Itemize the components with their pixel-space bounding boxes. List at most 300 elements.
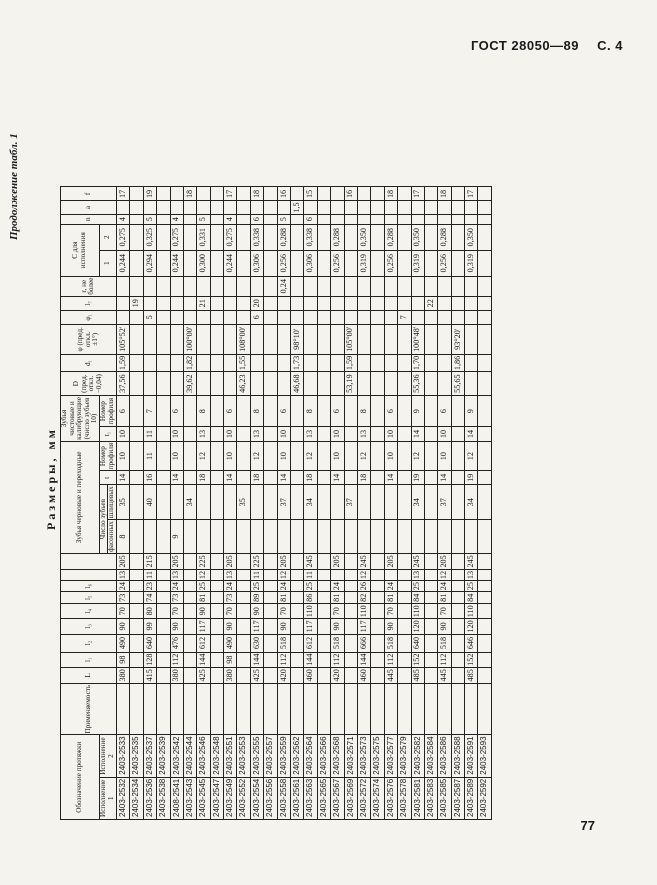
table-cell: 2403-2572: [357, 777, 370, 819]
table-cell: [210, 553, 223, 569]
table-cell: 18: [183, 187, 196, 201]
table-cell: [371, 441, 384, 470]
table-cell: 26: [357, 581, 370, 592]
table-cell: 2403-2546: [197, 735, 210, 777]
table-cell: 0,288: [277, 224, 290, 250]
table-cell: [317, 619, 330, 634]
table-cell: [317, 214, 330, 224]
table-cell: [384, 520, 397, 554]
table-cell: 1,5: [291, 201, 304, 214]
table-cell: [237, 250, 250, 276]
rotated-table-container: [46, 60, 606, 820]
table-cell: [411, 201, 424, 214]
table-cell: 9: [170, 520, 183, 554]
table-cell: [424, 553, 437, 569]
table-cell: [237, 634, 250, 652]
table-cell: 2403-2573: [357, 735, 370, 777]
col-L: L: [61, 667, 117, 683]
table-cell: [250, 372, 263, 396]
table-cell: 81: [277, 592, 290, 604]
table-cell: [264, 310, 277, 324]
table-cell: [398, 667, 411, 683]
table-cell: [250, 683, 263, 735]
table-row: [371, 187, 384, 820]
table-cell: 70: [384, 604, 397, 619]
table-cell: [465, 324, 478, 354]
page-label: С. 4: [597, 38, 623, 53]
table-cell: [157, 296, 170, 310]
table-cell: [130, 683, 143, 735]
table-cell: [183, 592, 196, 604]
table-cell: [438, 520, 451, 554]
table-cell: 425: [197, 667, 210, 683]
table-cell: 17: [465, 187, 478, 201]
table-cell: 73: [170, 592, 183, 604]
table-cell: [237, 667, 250, 683]
table-row: [143, 187, 156, 820]
table-cell: [157, 187, 170, 201]
table-cell: 24: [384, 581, 397, 592]
table-cell: [237, 296, 250, 310]
table-cell: 15: [304, 187, 317, 201]
table-cell: [291, 296, 304, 310]
table-cell: 2403-2591: [465, 735, 478, 777]
table-cell: [451, 427, 464, 442]
table-cell: [157, 276, 170, 296]
table-cell: [344, 276, 357, 296]
table-cell: [424, 187, 437, 201]
table-cell: [197, 683, 210, 735]
table-cell: 1,82: [183, 354, 196, 371]
table-cell: [250, 354, 263, 371]
table-cell: [224, 324, 237, 354]
table-cell: [130, 427, 143, 442]
table-cell: [317, 683, 330, 735]
table-cell: 19: [465, 471, 478, 485]
table-cell: [197, 276, 210, 296]
table-cell: 6: [331, 396, 344, 427]
table-cell: [371, 214, 384, 224]
table-cell: 612: [197, 634, 210, 652]
table-cell: 70: [277, 604, 290, 619]
table-cell: [424, 250, 437, 276]
table-cell: [424, 581, 437, 592]
table-cell: 10: [438, 427, 451, 442]
sizes-caption: Размеры, мм: [44, 427, 58, 530]
col-t1: t₁: [99, 427, 116, 442]
table-cell: [438, 310, 451, 324]
table-cell: 2403-2534: [130, 777, 143, 819]
table-cell: 12: [357, 569, 370, 580]
table-cell: 2403-2589: [465, 777, 478, 819]
table-cell: [130, 214, 143, 224]
table-cell: 70: [116, 604, 129, 619]
table-cell: 2403-2577: [384, 735, 397, 777]
table-cell: 205: [277, 553, 290, 569]
table-cell: 1,86: [451, 354, 464, 371]
table-cell: [237, 276, 250, 296]
table-cell: 460: [357, 667, 370, 683]
table-cell: [344, 592, 357, 604]
table-cell: 81: [197, 592, 210, 604]
table-cell: [183, 441, 196, 470]
table-cell: [157, 619, 170, 634]
table-cell: 646: [465, 634, 478, 652]
table-cell: [130, 592, 143, 604]
table-cell: [210, 604, 223, 619]
table-cell: [451, 441, 464, 470]
table-cell: [465, 354, 478, 371]
table-cell: 2403-2567: [331, 777, 344, 819]
table-cell: [371, 592, 384, 604]
table-cell: [371, 652, 384, 667]
table-cell: 380: [116, 667, 129, 683]
table-cell: [130, 324, 143, 354]
table-cell: 13: [197, 427, 210, 442]
table-cell: [183, 553, 196, 569]
table-cell: 8: [304, 396, 317, 427]
table-cell: [224, 276, 237, 296]
col-t: t: [99, 471, 116, 485]
table-cell: [478, 310, 491, 324]
table-cell: [291, 214, 304, 224]
table-cell: [130, 634, 143, 652]
table-cell: 0,319: [411, 250, 424, 276]
table-cell: [210, 634, 223, 652]
table-cell: [130, 441, 143, 470]
table-cell: 0,256: [438, 250, 451, 276]
table-row: [411, 187, 424, 820]
table-row: [465, 187, 478, 820]
table-cell: 84: [465, 592, 478, 604]
table-cell: [277, 520, 290, 554]
table-cell: [291, 485, 304, 520]
table-cell: [170, 485, 183, 520]
table-cell: 12: [411, 441, 424, 470]
table-cell: 2403-2568: [331, 735, 344, 777]
table-cell: 11: [143, 441, 156, 470]
table-row: [116, 187, 129, 820]
table-cell: [465, 214, 478, 224]
table-cell: [224, 683, 237, 735]
table-cell: 8: [197, 396, 210, 427]
table-cell: [478, 201, 491, 214]
table-cell: [465, 520, 478, 554]
table-cell: [424, 324, 437, 354]
table-cell: [344, 604, 357, 619]
table-cell: 0,288: [331, 224, 344, 250]
table-body: [116, 187, 491, 820]
table-cell: [438, 276, 451, 296]
table-cell: 2403-2532: [116, 777, 129, 819]
table-cell: 81: [438, 592, 451, 604]
table-cell: 2403-2545: [197, 777, 210, 819]
table-cell: [250, 324, 263, 354]
table-cell: [398, 619, 411, 634]
table-cell: 2403-2559: [277, 735, 290, 777]
table-cell: 16: [143, 471, 156, 485]
table-cell: 70: [224, 604, 237, 619]
table-cell: [317, 667, 330, 683]
table-cell: [317, 652, 330, 667]
table-cell: [130, 250, 143, 276]
table-cell: [331, 569, 344, 580]
table-cell: [331, 296, 344, 310]
table-cell: [384, 310, 397, 324]
table-cell: [130, 187, 143, 201]
table-cell: [371, 604, 384, 619]
table-cell: 14: [170, 471, 183, 485]
table-cell: [371, 471, 384, 485]
table-cell: 81: [331, 592, 344, 604]
table-cell: 25: [197, 581, 210, 592]
table-cell: 17: [224, 187, 237, 201]
table-cell: 25: [465, 581, 478, 592]
table-cell: 420: [277, 667, 290, 683]
table-cell: [384, 485, 397, 520]
table-cell: 19: [411, 471, 424, 485]
table-cell: [143, 683, 156, 735]
table-cell: 0,244: [224, 250, 237, 276]
table-cell: [371, 427, 384, 442]
table-cell: 425: [250, 667, 263, 683]
table-cell: [344, 652, 357, 667]
table-cell: [384, 683, 397, 735]
table-cell: [424, 441, 437, 470]
table-cell: 90: [197, 604, 210, 619]
table-cell: 1,73: [291, 354, 304, 371]
table-cell: [451, 604, 464, 619]
table-cell: [317, 324, 330, 354]
table-cell: [237, 396, 250, 427]
table-cell: [210, 441, 223, 470]
table-cell: 2403-2571: [344, 735, 357, 777]
table-cell: [157, 667, 170, 683]
table-cell: [357, 187, 370, 201]
table-cell: 490: [116, 634, 129, 652]
table-cell: 2403-2549: [224, 777, 237, 819]
table-cell: 2403-2588: [451, 735, 464, 777]
table-cell: 13: [116, 569, 129, 580]
table-cell: [157, 201, 170, 214]
table-cell: [331, 520, 344, 554]
col-l2: l₂: [61, 634, 117, 652]
table-cell: 2403-2582: [411, 735, 424, 777]
table-cell: [371, 667, 384, 683]
table-cell: [237, 619, 250, 634]
table-cell: [183, 619, 196, 634]
table-cell: [317, 224, 330, 250]
table-cell: 2403-2552: [237, 777, 250, 819]
table-cell: [465, 310, 478, 324]
col-d1: d₁: [61, 354, 117, 371]
table-cell: [451, 553, 464, 569]
table-cell: [264, 471, 277, 485]
table-cell: [384, 354, 397, 371]
table-cell: [143, 372, 156, 396]
table-cell: 24: [224, 581, 237, 592]
table-cell: 35: [116, 485, 129, 520]
table-cell: [465, 296, 478, 310]
table-cell: [317, 250, 330, 276]
table-cell: [291, 396, 304, 427]
table-cell: 19: [130, 296, 143, 310]
table-cell: 98°10': [291, 324, 304, 354]
table-cell: 34: [183, 485, 196, 520]
table-cell: 205: [116, 553, 129, 569]
table-cell: [317, 604, 330, 619]
table-cell: [371, 485, 384, 520]
table-cell: [157, 310, 170, 324]
table-cell: 2403-2587: [451, 777, 464, 819]
table-cell: 112: [170, 652, 183, 667]
col-D: D (пред. откл. −0,04): [61, 372, 117, 396]
table-cell: [130, 354, 143, 371]
table-row: [264, 187, 277, 820]
table-cell: [451, 634, 464, 652]
table-cell: [304, 276, 317, 296]
table-cell: [264, 667, 277, 683]
table-cell: 2403-2547: [210, 777, 223, 819]
table-cell: 2403-2533: [116, 735, 129, 777]
table-cell: 10: [116, 427, 129, 442]
table-cell: [291, 310, 304, 324]
table-cell: 90: [331, 619, 344, 634]
table-cell: 518: [384, 634, 397, 652]
table-cell: [183, 667, 196, 683]
table-cell: [210, 581, 223, 592]
table-cell: [237, 441, 250, 470]
table-cell: [157, 250, 170, 276]
table-cell: 0,288: [438, 224, 451, 250]
table-cell: 82: [357, 592, 370, 604]
table-cell: 10: [331, 427, 344, 442]
table-cell: [371, 324, 384, 354]
table-cell: [237, 553, 250, 569]
table-cell: [264, 683, 277, 735]
table-cell: [371, 553, 384, 569]
table-row: [331, 187, 344, 820]
table-cell: [183, 569, 196, 580]
table-cell: [357, 296, 370, 310]
table-cell: [357, 214, 370, 224]
table-cell: 18: [384, 187, 397, 201]
table-cell: [478, 485, 491, 520]
table-cell: [331, 683, 344, 735]
table-cell: 1,55: [237, 354, 250, 371]
table-cell: [424, 276, 437, 296]
col-phi: φ (пред. откл. ±1°): [61, 324, 117, 354]
table-cell: [183, 201, 196, 214]
table-cell: 112: [331, 652, 344, 667]
table-cell: [371, 581, 384, 592]
table-cell: 2403-2565: [317, 777, 330, 819]
table-cell: [130, 667, 143, 683]
table-cell: [264, 250, 277, 276]
table-cell: [130, 396, 143, 427]
page-header: [457, 38, 623, 53]
table-cell: 10: [170, 441, 183, 470]
table-cell: [277, 296, 290, 310]
table-cell: [451, 201, 464, 214]
table-cell: 12: [465, 441, 478, 470]
col-C2: 2: [99, 224, 116, 250]
table-cell: [451, 619, 464, 634]
table-cell: [143, 324, 156, 354]
table-cell: [197, 187, 210, 201]
table-cell: [170, 372, 183, 396]
table-cell: [411, 276, 424, 296]
table-cell: 74: [143, 592, 156, 604]
table-cell: 6: [224, 396, 237, 427]
table-cell: [344, 224, 357, 250]
table-cell: [398, 553, 411, 569]
table-cell: 12: [197, 569, 210, 580]
table-cell: [478, 372, 491, 396]
table-cell: 14: [116, 471, 129, 485]
table-cell: 10: [438, 441, 451, 470]
table-cell: [398, 396, 411, 427]
table-cell: 110: [357, 604, 370, 619]
table-cell: [465, 683, 478, 735]
table-cell: [210, 187, 223, 201]
table-cell: [237, 683, 250, 735]
table-cell: 10: [116, 441, 129, 470]
table-cell: 9: [411, 396, 424, 427]
table-cell: 144: [197, 652, 210, 667]
table-cell: [478, 667, 491, 683]
table-cell: [197, 485, 210, 520]
table-cell: 2403-2579: [398, 735, 411, 777]
table-cell: [183, 520, 196, 554]
table-cell: [130, 604, 143, 619]
table-cell: [398, 520, 411, 554]
table-cell: 2403-2555: [250, 735, 263, 777]
table-cell: [478, 396, 491, 427]
table-cell: 81: [384, 592, 397, 604]
table-cell: [237, 569, 250, 580]
table-cell: 9: [465, 396, 478, 427]
table-cell: [411, 214, 424, 224]
table-cell: 245: [304, 553, 317, 569]
table-cell: [371, 520, 384, 554]
table-cell: 37: [438, 485, 451, 520]
table-cell: 0,350: [465, 224, 478, 250]
table-cell: 90: [116, 619, 129, 634]
table-cell: [197, 310, 210, 324]
table-cell: [143, 201, 156, 214]
table-cell: [264, 652, 277, 667]
col-shaped: фасонных: [107, 521, 116, 552]
col-designation: Обозначение протяжки: [61, 735, 100, 820]
table-cell: [478, 471, 491, 485]
table-cell: [424, 471, 437, 485]
table-cell: 1,59: [344, 354, 357, 371]
table-cell: 10: [224, 441, 237, 470]
table-cell: [183, 276, 196, 296]
table-cell: 0,325: [143, 224, 156, 250]
table-cell: 13: [224, 569, 237, 580]
table-cell: 2403-2566: [317, 735, 330, 777]
table-cell: 630: [250, 634, 263, 652]
table-cell: 6: [384, 396, 397, 427]
table-cell: [291, 619, 304, 634]
table-cell: 13: [357, 427, 370, 442]
continuation-label: Продолжение табл. 1: [8, 133, 20, 240]
table-cell: 2403-2581: [411, 777, 424, 819]
table-cell: [317, 569, 330, 580]
table-cell: 23: [143, 581, 156, 592]
